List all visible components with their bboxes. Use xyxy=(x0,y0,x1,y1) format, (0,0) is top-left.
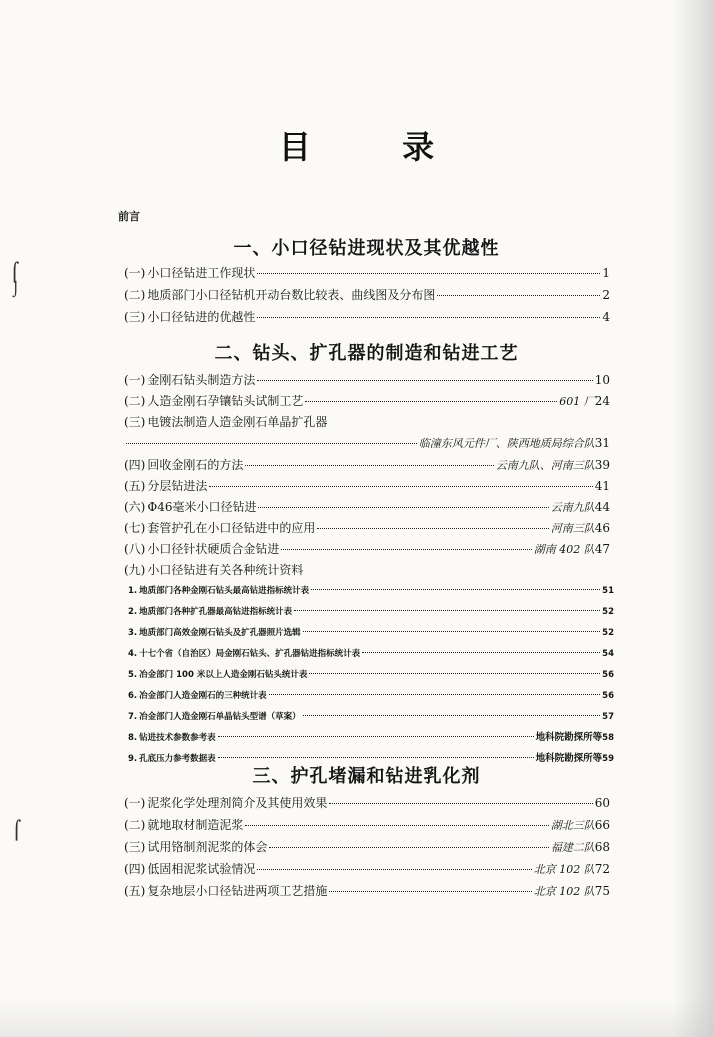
dot-leader xyxy=(329,891,531,892)
toc-entry[interactable]: (八) 小口径针状硬质合金钻进 湖南 402 队 47 xyxy=(124,542,610,556)
toc-entry[interactable]: (二) 就地取材制造泥浆 湖北三队 66 xyxy=(124,818,610,832)
dot-leader xyxy=(309,673,600,674)
dot-leader xyxy=(245,825,548,826)
toc-entry[interactable]: (六) Φ46毫米小口径钻进 云南九队 44 xyxy=(124,500,610,514)
section-title-1: 一、小口径钻进现状及其优越性 xyxy=(233,238,500,259)
page-number: 39 xyxy=(594,458,610,472)
page-number: 57 xyxy=(602,712,614,722)
page-number: 1 xyxy=(602,266,610,280)
dot-leader xyxy=(258,507,548,508)
toc-entry[interactable]: (四) 低固相泥浆试验情况 北京 102 队 72 xyxy=(124,862,610,876)
page-number: 10 xyxy=(594,373,610,387)
toc-entry[interactable]: (一) 泥浆化学处理剂简介及其使用效果 60 xyxy=(124,796,610,810)
toc-subentry[interactable]: 5. 冶金部门 100 米以上人造金刚石钻头统计表 56 xyxy=(128,666,614,684)
dot-leader xyxy=(257,869,531,870)
page-number: 24 xyxy=(594,394,610,408)
toc-entry[interactable]: (一) 金刚石钻头制造方法 10 xyxy=(124,373,610,387)
toc-entry[interactable]: (二) 人造金刚石孕镶钻头试制工艺 601 厂 24 xyxy=(124,394,610,408)
dot-leader xyxy=(257,317,600,318)
dot-leader xyxy=(317,528,548,529)
toc-subentry[interactable]: 4. 十七个省（自治区）局金刚石钻头、扩孔器钻进指标统计表 54 xyxy=(128,645,614,663)
dot-leader xyxy=(329,803,592,804)
dot-leader xyxy=(303,715,600,716)
toc-subentry[interactable]: 3. 地质部门高效金刚石钻头及扩孔器照片选辑 52 xyxy=(128,624,614,642)
margin-mark: ⌠ xyxy=(12,820,22,841)
toc-entry[interactable]: (三) 电镀法制造人造金刚石单晶扩孔器 xyxy=(124,415,328,429)
toc-entry-continuation[interactable]: 临潼东风元件厂、陕西地质局综合队 31 xyxy=(124,434,610,453)
dot-leader xyxy=(269,694,600,695)
toc-entry[interactable]: (七) 套管护孔在小口径钻进中的应用 河南三队 46 xyxy=(124,521,610,535)
toc-entry[interactable]: (三) 试用铬制剂泥浆的体会 福建二队 68 xyxy=(124,840,610,854)
dot-leader xyxy=(305,401,557,402)
page-number: 66 xyxy=(594,818,610,832)
toc-entry[interactable]: (五) 分层钻进法 41 xyxy=(124,479,610,493)
page-number: 2 xyxy=(602,288,610,302)
section-title-2: 二、钻头、扩孔器的制造和钻进工艺 xyxy=(214,343,519,364)
dot-leader xyxy=(126,443,417,444)
page-number: 58 xyxy=(602,733,614,743)
page-number: 59 xyxy=(602,754,614,764)
toc-entry[interactable]: (一) 小口径钻进工作现状 1 xyxy=(124,266,610,280)
toc-subentry[interactable]: 2. 地质部门各种扩孔器最高钻进指标统计表 52 xyxy=(128,603,614,621)
page-number: 4 xyxy=(602,310,610,324)
page-number: 60 xyxy=(594,796,610,810)
toc-entry[interactable]: (三) 小口径钻进的优越性 4 xyxy=(124,310,610,324)
section-title-3: 三、护孔堵漏和钻进乳化剂 xyxy=(252,766,481,787)
dot-leader xyxy=(269,847,548,848)
dot-leader xyxy=(362,652,600,653)
page-number: 46 xyxy=(594,521,610,535)
toc-entry[interactable]: (二) 地质部门小口径钻机开动台数比较表、曲线图及分布图 2 xyxy=(124,288,610,302)
page-number: 44 xyxy=(594,500,610,514)
toc-subentry[interactable]: 9. 孔底压力参考数据表 地科院勘探所等 59 xyxy=(128,750,614,768)
preface-label: 前言 xyxy=(118,210,140,223)
toc-subentry[interactable]: 7. 冶金部门人造金刚石单晶钻头型谱（草案） 57 xyxy=(128,708,614,726)
toc-subentry[interactable]: 6. 冶金部门人造金刚石的三种统计表 56 xyxy=(128,687,614,705)
page-number: 52 xyxy=(602,607,614,617)
dot-leader xyxy=(209,486,592,487)
dot-leader xyxy=(245,465,493,466)
toc-entry[interactable]: (五) 复杂地层小口径钻进两项工艺措施 北京 102 队 75 xyxy=(124,884,610,898)
dot-leader xyxy=(218,736,534,737)
toc-subentry[interactable]: 8. 钻进技术参数参考表 地科院勘探所等 58 xyxy=(128,729,614,747)
page-number: 68 xyxy=(594,840,610,854)
dot-leader xyxy=(294,610,600,611)
toc-entry[interactable]: (九) 小口径钻进有关各种统计资料 xyxy=(124,563,304,577)
margin-mark: ⌠ xyxy=(10,262,20,283)
dot-leader xyxy=(257,380,592,381)
page-title: 目 录 xyxy=(278,128,475,166)
page-bottom-shadow xyxy=(0,997,713,1037)
page-number: 31 xyxy=(594,436,610,450)
dot-leader xyxy=(218,757,534,758)
page-number: 56 xyxy=(602,670,614,680)
page-number: 56 xyxy=(602,691,614,701)
dot-leader xyxy=(303,631,600,632)
page-number: 52 xyxy=(602,628,614,638)
page-number: 41 xyxy=(594,479,610,493)
page-number: 51 xyxy=(602,586,614,596)
page-number: 54 xyxy=(602,649,614,659)
page-number: 72 xyxy=(594,862,610,876)
toc-subentry[interactable]: 1. 地质部门各种金刚石钻头最高钻进指标统计表 51 xyxy=(128,582,614,600)
dot-leader xyxy=(281,549,531,550)
dot-leader xyxy=(257,273,600,274)
page-number: 47 xyxy=(594,542,610,556)
toc-entry[interactable]: (四) 回收金刚石的方法 云南九队、河南三队 39 xyxy=(124,458,610,472)
margin-mark: ⌡ xyxy=(12,282,20,298)
dot-leader xyxy=(437,295,600,296)
page-number: 75 xyxy=(594,884,610,898)
dot-leader xyxy=(311,589,600,590)
